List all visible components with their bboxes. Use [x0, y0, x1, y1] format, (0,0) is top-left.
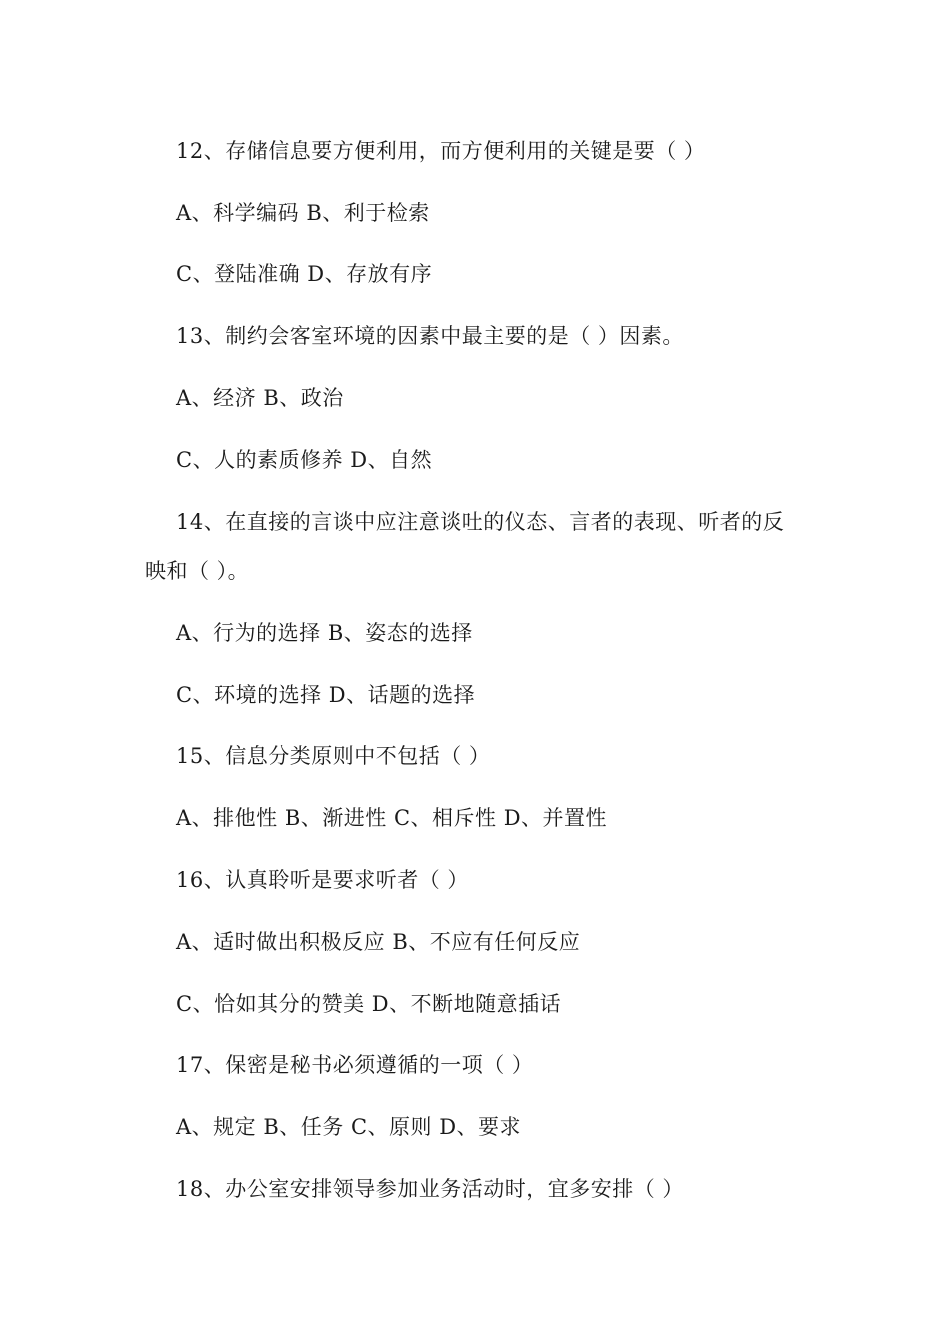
question-16-options-1: A、适时做出积极反应 B、不应有任何反应: [176, 930, 581, 954]
question-12-stem: 12、存储信息要方便利用，而方便利用的关键是要（ ）: [176, 139, 706, 163]
question-14-options-1: A、行为的选择 B、姿态的选择: [176, 621, 473, 645]
question-17-stem: 17、保密是秘书必须遵循的一项（ ）: [176, 1053, 534, 1077]
question-12-options-1: A、科学编码 B、利于检索: [176, 201, 430, 225]
question-15-stem: 15、信息分类原则中不包括（ ）: [176, 744, 491, 768]
question-15-options-1: A、排他性 B、渐进性 C、相斥性 D、并置性: [176, 806, 608, 830]
question-13-options-2: C、人的素质修养 D、自然: [176, 448, 433, 472]
question-18-stem: 18、办公室安排领导参加业务活动时，宜多安排（ ）: [176, 1177, 684, 1201]
question-14-stem-continued: 映和（ ）。: [145, 559, 250, 583]
question-14-stem: 14、在直接的言谈中应注意谈吐的仪态、言者的表现、听者的反: [176, 510, 785, 534]
question-14-options-2: C、环境的选择 D、话题的选择: [176, 683, 476, 707]
question-13-options-1: A、经济 B、政治: [176, 386, 344, 410]
question-12-options-2: C、登陆准确 D、存放有序: [176, 262, 433, 286]
question-17-options-1: A、规定 B、任务 C、原则 D、要求: [176, 1115, 522, 1139]
question-13-stem: 13、制约会客室环境的因素中最主要的是（ ）因素。: [176, 324, 684, 348]
question-16-options-2: C、恰如其分的赞美 D、不断地随意插话: [176, 992, 562, 1016]
question-16-stem: 16、认真聆听是要求听者（ ）: [176, 868, 469, 892]
